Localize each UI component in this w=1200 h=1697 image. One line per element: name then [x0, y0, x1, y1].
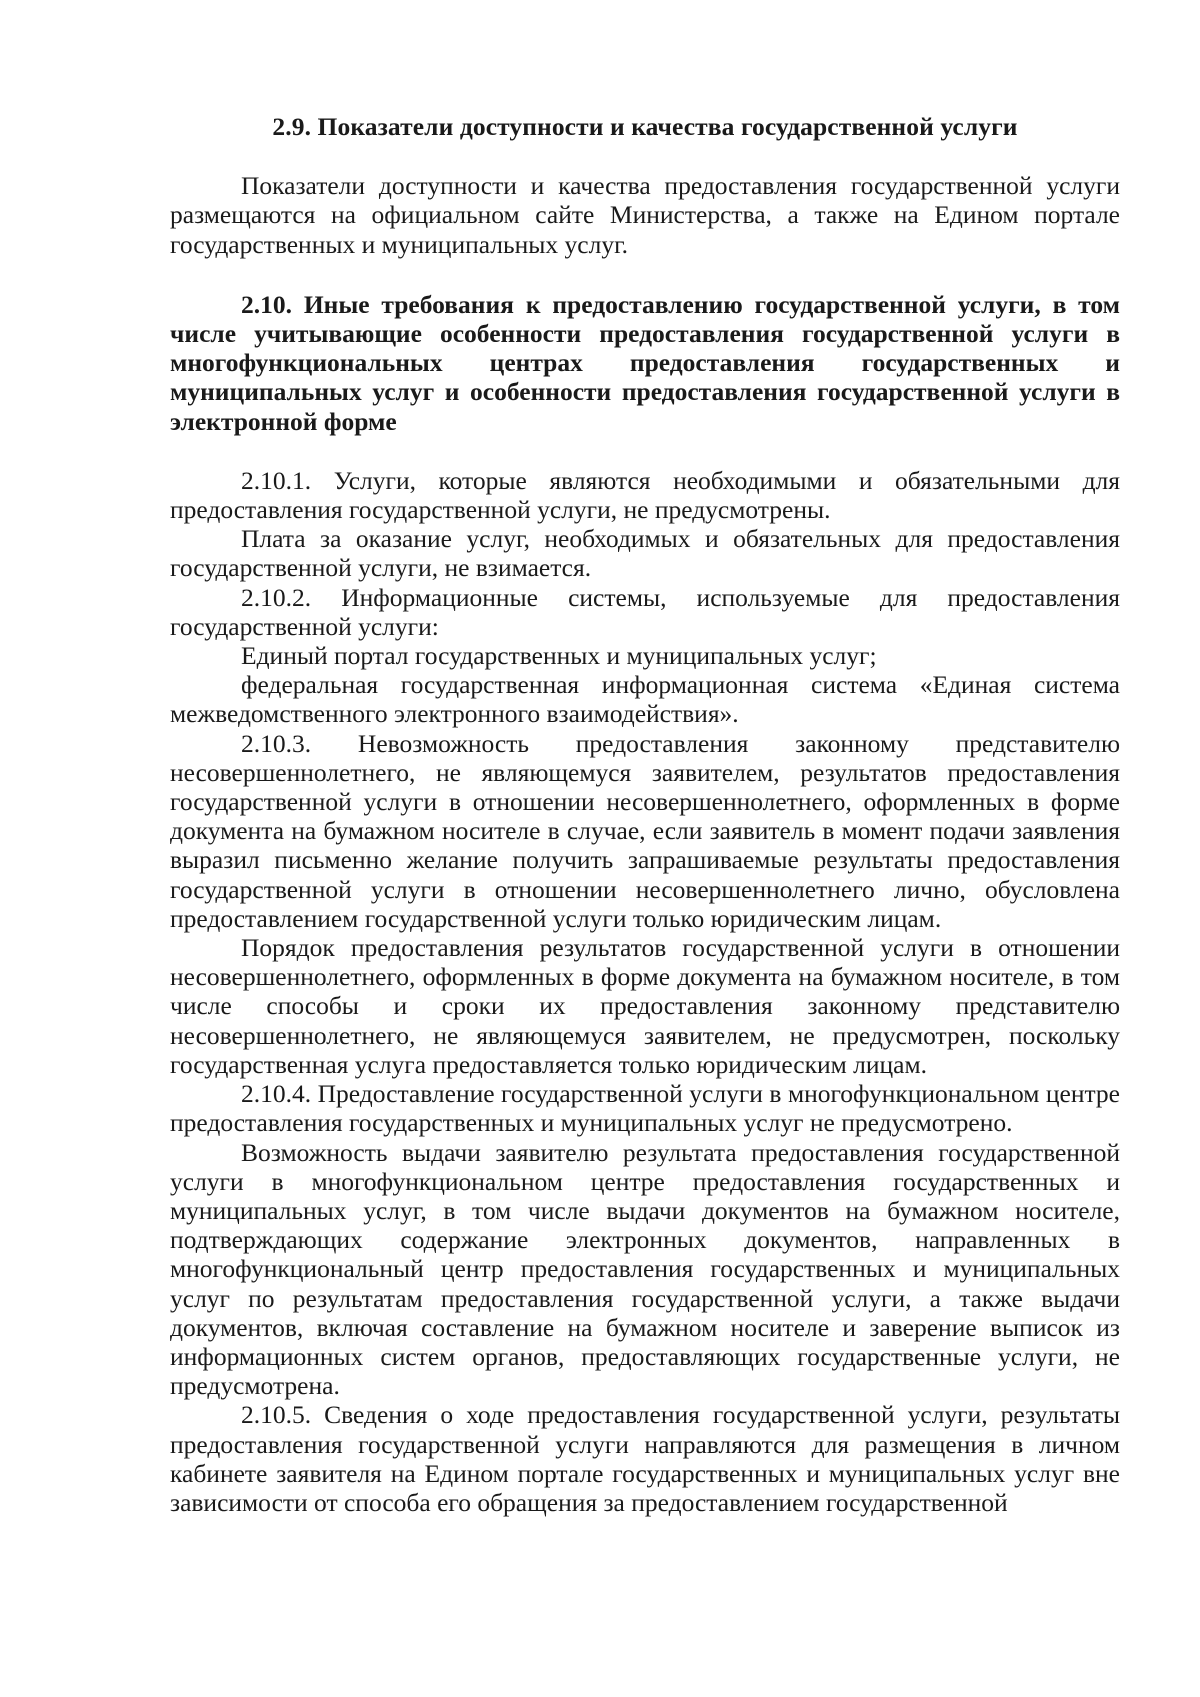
paragraph-payment: Плата за оказание услуг, необходимых и обязательных для предоставления государственной услуги, не взимается.: [170, 524, 1120, 583]
section-heading-2-9: 2.9. Показатели доступности и качества государственной услуги: [272, 112, 1018, 141]
paragraph-2-10-1: 2.10.1. Услуги, которые являются необходимыми и обязательными для предоставления государственной услуги, не предусмотрены.: [170, 465, 1120, 525]
paragraph-unified-portal: Единый портал государственных и муниципальных услуг;: [241, 641, 877, 671]
paragraph-2-10-2: 2.10.2. Информационные системы, используемые для предоставления государственной услуги:: [170, 582, 1120, 641]
paragraph-mfc-issuance: Возможность выдачи заявителю результата предоставления государственной услуги в многофункциональном центре предоставления государственных и муниципальных услуг, в том числе выдачи документов на бумажном носителе, подтверждающих содержание электронных документов, направленных в многофункциональный центр предоставления государственных и муниципальных услуг по результатам предоставления государственной услуги, а также выдачи документов, включая составление на бумажном носителе и заверение выписок из информационных систем органов, предоставляющих государственные услуги, не предусмотрена.: [170, 1137, 1120, 1401]
document-page: [170, 112, 1120, 1517]
paragraph-2-9-indicators: Показатели доступности и качества предоставления государственной услуги размещаются на официальном сайте Министерства, а также на Едином портале государственных и муниципальных услуг.: [170, 171, 1120, 259]
paragraph-smev: федеральная государственная информационная система «Единая система межведомственного электронного взаимодействия».: [170, 670, 1120, 729]
section-heading-2-10: 2.10. Иные требования к предоставлению государственной услуги, в том числе учитывающие особенности предоставления государственной услуги в многофункциональных центрах предоставления государственных и муниципальных услуг и особенности предоставления государственной услуги в электронной форме: [170, 289, 1120, 436]
paragraph-2-10-5: 2.10.5. Сведения о ходе предоставления государственной услуги, результаты предоставления государственной услуги направляются для размещения в личном кабинете заявителя на Едином портале государственных и муниципальных услуг вне зависимости от способа его обращения за предоставлением государственной: [170, 1400, 1120, 1517]
paragraph-2-10-3: 2.10.3. Невозможность предоставления законному представителю несовершеннолетнего, не являющемуся заявителем, результатов предоставления государственной услуги в отношении несовершеннолетнего, оформленных в форме документа на бумажном носителе в случае, если заявитель в момент подачи заявления выразил письменно желание получить запрашиваемые результаты предоставления государственной услуги в отношении несовершеннолетнего лично, обусловлена предоставлением государственной услуги только юридическим лицам.: [170, 728, 1120, 933]
paragraph-2-10-4: 2.10.4. Предоставление государственной услуги в многофункциональном центре предоставления государственных и муниципальных услуг не предусмотрено.: [170, 1079, 1120, 1138]
paragraph-minor-results-order: Порядок предоставления результатов государственной услуги в отношении несовершеннолетнего, оформленных в форме документа на бумажном носителе, в том числе способы и сроки их предоставления законному представителю несовершеннолетнего, не являющемуся заявителем, не предусмотрен, поскольку государственная услуга предоставляется только юридическим лицам.: [170, 933, 1120, 1079]
